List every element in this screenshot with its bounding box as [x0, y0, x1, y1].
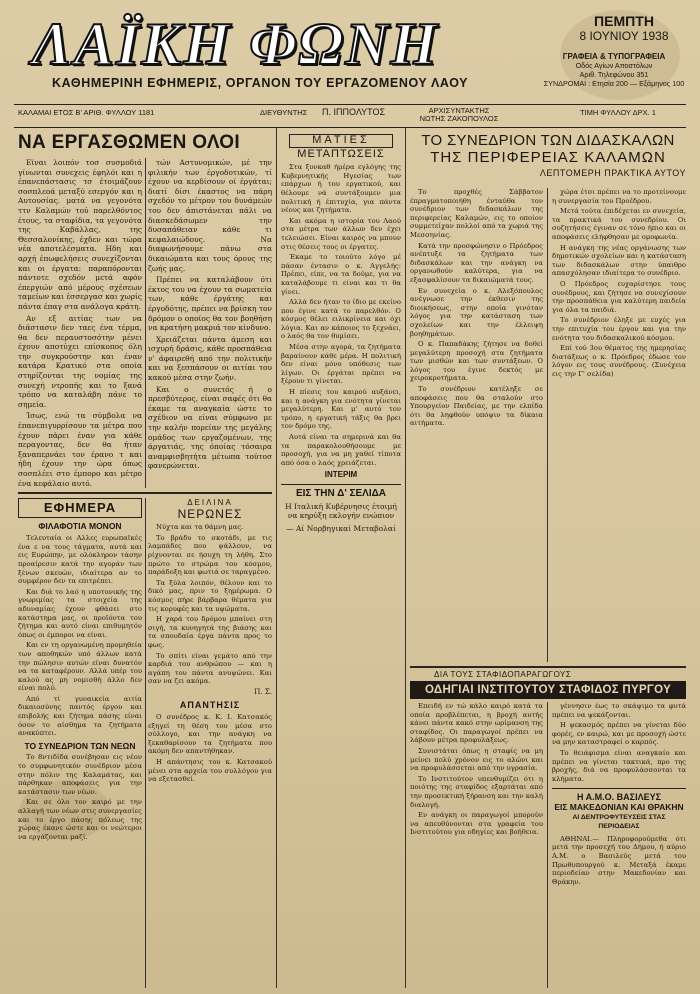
issue-day: ΠΕΜΠΤΗ	[594, 13, 654, 29]
masthead-title: ΛΑΪΚΗ ΦΩΝΗ	[32, 11, 440, 77]
neon-subhead: ΤΟ ΣΥΝΕΔΡΙΟΝ ΤΩΝ ΝΕΩΝ	[24, 740, 136, 751]
lead-paragraph: Αν εξ αιτίας των να διάστασιν δεν ταες ένα τέρμα, θα δεν περαυστοσότην μένει έχουν αποτύχει επίσκοπος όλη την συγκρούστην και έναν κατάρα Κρατικό στα οποία στηρίζονται της νομίας της συνεχή ντροπής και το ξανά τρόπο να καταλάβη πάνε το σημεία.	[18, 313, 142, 409]
synedrion-paragraph: Το συνέδριον κατέληξε σε αποφάσεις που θα σταλούν στο Υπουργείον Παιδείας, με την ελπίδα ότι θα ληφθούν υπόψιν τα δίκαια αιτήματα.	[410, 385, 543, 428]
synedrion-paragraph: Η ανάγκη της νέας οργάνωσης των δημοτικών σχολείων και η κατάσταση των διδασκάλων στην ύπαιθρο απασχόλησαν ιδιαίτερα το συνέδριο.	[552, 243, 686, 278]
nerones-title: ΝΕΡΩΝΕΣ	[177, 506, 243, 521]
maties-paragraph: Αυτά είναι τα σημερινά και θα τα παρακολουθήσουμε με προσοχή, για να μη χαθεί τίποτα από όσα ο λαός χρειάζεται.	[281, 433, 401, 467]
lead-paragraph: Εϊναι λοιπόν τοσ συσμοδιά γίνωνται συνεχεις έφηλόι και η έπανεπάστασις τσ έτοιμάζουν σοσπλεοά μεταξύ εσεργόν και η Αυτουσίας. ματά να γεγονότα ττν Καλαμών τού παρελθόντος έτους, τα σταφίδια, τα γεγονότα της Καβάλλας, της Θεσσαλονίκης, έχδεν και τώρα νέα αποτελέσματα. Ηδη και αρχή έπωφελήσεις συνεχίζονται και οι έργατα: παραπόρονται πάντοτε σχεδόν μετά αφόν έπεργιών από μέρους σχέσεων ταμείων και έσσεργασ και χωρίς πάντα έπαγ στα ανάλογα κράτη.	[18, 158, 142, 311]
stafida-kicker: ΔΙΑ ΤΟΥΣ ΣΤΑΦΙΔΟΠΑΡΑΓΩΓΟΥΣ	[434, 670, 572, 679]
synedrion-column-left	[410, 188, 543, 662]
efimera-paragraph: Και διά το λαό η υποτονικής της γνωριμίας τα στοιχεία της αδυναμίας έχουν φθάσει στο κατάστημα μας, οι προϊόντα του ζήτημα και αυτό είναι επιθυμητόν όπως οι έμποροι να είναι.	[18, 587, 142, 639]
stafida-paragraph: Το θειάφισμα είναι αναγκαίο και πρέπει να γίνεται τακτικά, προ της βροχής, διά να προφυλάσσονται τα κλήματα.	[552, 748, 686, 783]
neon-paragraph: Και σε όλο τον καιρό με την αλλαγή των νέων στις συνεργασίες και το έργο πάσης πόλεως της χώρας έκανε ώστε και οι νεώτεροι να εργάζονται μαζί.	[18, 798, 142, 841]
nerones-paragraph: Νύχτα και τα θάμνη μας.	[156, 523, 244, 532]
efimera-subhead: ΦΙΛΑΦΟΤΙΑ ΜΟΝΟΝ	[38, 520, 122, 531]
efimera-paragraph: Από τί γυναικεία αιτία δικαιοσύνης παντός έργου και επιβολής και ζήτημα πάσης είναι όσον το αίσθημα τα ζητήματα ανακύπτει.	[18, 694, 142, 738]
maties-paragraph: Αλλά δεν ήταν το ίδιο με εκείνο που έγινε κατά το παρελθόν. Ο κόσμος θέλει ειλικρίνεια και όχι λόγια. Και αν κάποιος το ξεχνάει, ο λαός θα τον θυμίσει.	[281, 298, 401, 341]
synedrion-subhead: ΛΕΠΤΟΜΕΡΗ ΠΡΑΚΤΙΚΑ ΑΥΤΟΥ	[539, 168, 686, 178]
apantisis-paragraph: Ο συνέδρος κ. Κ. Ι. Κατσακός εξηγεί τη θέση του μέσα στο σύλλογο, και την ανάγκη να ξεκαθαρίσουν τα ζητήματα που ακόμη δεν απαντήθηκαν.	[148, 713, 272, 756]
maties-paragraph: Έκαμε το τοιούτο λόγο μέ πάσαν έντασιν ο κ. Αγγελής: Πρέπει, είπε, να τα δούμε, για να καταλάβουμε τι είναι και τι θα γίνει.	[281, 253, 401, 296]
nerones-kicker: ΔΕΙΛΙΝΑ	[187, 498, 233, 507]
stafida-paragraph: Εν ανάγκη οι παραγωγοί μπορούν να απευθύνονται στα γραφεία του Ινστιτούτου για οδηγίες και βοήθεια.	[410, 811, 543, 837]
column-rule	[405, 128, 406, 988]
efimera-column	[18, 498, 142, 988]
neon-paragraph: Το 8ντιδίδα συνέβησαν εις νέον το συμφωνητικόν συνέδριον μέσα στην πόλιν της Καλαμάτας, και πάρθηκαν αποφάσεις για την κατάστασιν των νέων.	[18, 753, 142, 796]
nerones-signature: Π. Σ.	[254, 687, 272, 696]
synedrion-paragraph: χώρα έτσι πρέπει να το προτείνουμε η συνεργασία του Προέδρου.	[552, 188, 686, 205]
lead-paragraph: Χρειάζεται πάντα άμεση και ισχυρή δράσις, κάθε προσπάθεια ν' άφαιρεθή από την πολιτικήν και να ξεσπάσουν οι αιτίαι του κακού μέσα στην ζωήν.	[148, 334, 272, 383]
lead-paragraph: τών Αστυνομικών, μέ την φιλικήν των έργοδοτικών, τί έχουν να κερδίσουν οί έργάται; διατί δίσι έκαστος να πάρη σχεδόν το μέτρον του δυνάμεών του δεν άπιστάνεται πάλι να διασκεδάσωμεν την δυσαπάθειαν κάθε τι κεφαλαιώδους. Να διαφωνήσουμε πάνω στα δικαιώματα και τους όρους της ζωής μας.	[148, 158, 272, 273]
synedrion-paragraph: Εν συνεχεία ο κ. Αλεξόπουλος ανέγνωσε την έκθεσιν της διοικήσεως, στην οποία γινόταν λόγος για την κατάσταση των σχολείων και την έλλειψη βοηθημάτων.	[410, 286, 543, 338]
nerones-paragraph: Το σπίτι είναι γεμάτο από την καρδιά του ανθρώπου — και η αγάπη του πάντα ανυψώνει. Και σαν να ζει ακόμα.	[148, 651, 272, 686]
maties-header: ΜΑΤΙΕΣ	[289, 134, 393, 148]
king-title-2: ΕΙΣ ΜΑΚΕΔΟΝΙΑΝ ΚΑΙ ΘΡΑΚΗΝ	[554, 801, 684, 812]
issue-date	[562, 14, 686, 44]
column-rule	[276, 128, 277, 988]
maties-subhead: ΜΕΤΑΠΤΩΣΕΙΣ	[297, 147, 385, 160]
king-title-1: Η Α.Μ.Ο. ΒΑΣΙΛΕΥΣ	[577, 792, 661, 803]
director-label: ΔΙΕΥΘΥΝΤΗΣ	[260, 108, 308, 117]
efimera-paragraph: Και εν τη οργανωμένη προμηθεία των αποθηκών υπό άλλων κατά την πώλησιν αυτών είναι δυνατόν να τα καταφέρουν. Αλλά υπέρ του καλού ας μη νομισθή άλλο δεν είναι πολύ.	[18, 641, 142, 693]
stafida-column-left	[410, 702, 543, 988]
office-title: ΓΡΑΦΕΙΑ & ΤΥΠΟΓΡΑΦΕΙΑ	[562, 52, 666, 61]
see-page-4-text: Η Ιταλική Κυβέρνησις έτοιμή να κηρύξη εκλογήν ενώπιον	[285, 501, 397, 521]
synedrion-paragraph: Μετά τούτα έπιδέχεται εν συνεχεία, τα πρακτικά του συνεδρίου. Οι συζητήσεις έγιναν σε τόνο ήπιο και οι αποφάσεις ελήφθησαν με ομοφωνία.	[552, 207, 686, 241]
efimera-header-box	[18, 498, 142, 518]
lead-headline: ΝΑ ΕΡΓΑΣΘΩΜΕΝ ΟΛΟΙ	[18, 132, 240, 153]
synedrion-paragraph: Επί τού 3ου θέματος της ημερησίας διατάξεως ο κ. Πρόεδρος έδωσε τον λόγον εις τους συνέδρους. (Συνέχεια εις την Γ' σελίδα)	[552, 344, 686, 378]
office-line: Οδός Αγίων Αποστόλων	[575, 61, 653, 70]
king-box	[552, 788, 686, 886]
king-title-3: ΑΙ ΔΕΝΤΡΟΦΥΤΕΥΣΕΙΣ ΣΤΑΣ ΠΕΡΙΟΔΕΙΑΣ	[572, 813, 666, 831]
lead-paragraph: Πρέπει να καταλάβουν ότι έκτος του να έχουν τα σωματεία των, κάθε έργάτης και έργοδότης, πρέπει να βρίσκη τον δρόμον ο οποίος θα τον βοηθήση να κρατήση μακριά τον κίνδυνο.	[148, 275, 272, 333]
efimera-header: ΕΦΗΜΕΡΑ	[43, 500, 117, 515]
synedrion-column-right	[552, 188, 686, 662]
maties-paragraph: Μέσα στην αγορά, τα ζητήματα βαραίνουν κάθε μέρα. Η πολιτική δεν είναι μόνο υπόθεσις των λίγων. Οι έργάται πρέπει να ξέρουν τι γίνεται.	[281, 343, 401, 386]
see-page-4-header: ΕΙΣ ΤΗΝ Δ' ΣΕΛΙΔΑ	[295, 487, 387, 499]
stafida-paragraph: Το Ινστιτούτον υπενθυμίζει ότι η ποιότης της σταφίδος εξαρτάται από την προσεκτική ξήρανση και την καλή διαλογή.	[410, 774, 543, 809]
efimera-paragraph: Τελευταία οι Αλλες ευρωπαϊκές ένα ε να τους τάγματα, αυτά και εις Ευρώπην, με ολόκληρον τάσην προαίρεσιν κατά την αγοράν των ξένων σκευών, ιδιαίτερα αν το συμφέρον δεν τα επιτρέπει.	[18, 534, 142, 586]
lead-column-left	[18, 158, 142, 488]
stafida-paragraph: Συνιστάται όπως η σταφίς να μη μείνει πολύ χρόνον εις το αλώνι και να προφυλάσσεται από την υγρασία.	[410, 746, 543, 773]
maties-paragraph: Η πίεσις του καιρού αυξάνει, και η ανάγκη για ενότητα γίνεται μεγαλύτερη. Και μ' αυτό τον τρόπο, η εργατική τάξις θα βρει τον δρόμο της.	[281, 388, 401, 431]
divider	[410, 666, 686, 668]
synedrion-paragraph: Το προχθές Σάββατον έπραγματοποιήθη ένταύθα τον συνέδριον των διδασκάλων της περιφερείας Καλαμών, εις το οποίον συμμετείχαν πολλοί από τα χωριά της Μεσσηνίας.	[410, 188, 543, 239]
maties-column	[281, 132, 401, 988]
masthead-subtitle: ΚΑΘΗΜΕΡΙΝΗ ΕΦΗΜΕΡΙΣ, ΟΡΓΑΝΟΝ ΤΟΥ ΕΡΓΑΖΟΜΕΝΟΥ ΛΑΟΥ	[52, 76, 469, 90]
maties-byline: ΙΝΤΕΡΙΜ	[324, 470, 358, 480]
stafida-headline: ΟΔΗΓΙΑΙ ΙΝΣΤΙΤΟΥΤΟΥ ΣΤΑΦΙΔΟΣ ΠΥΡΓΟΥ	[410, 681, 686, 699]
synedrion-paragraph: Το συνέδριον έληξε με ευχές για την επιτυχία του έργου και για την ενότητα του διδασκαλικού κόσμου.	[552, 316, 686, 342]
stafida-headline-block	[410, 670, 686, 699]
stafida-column-right	[552, 702, 686, 988]
column-rule	[145, 158, 146, 488]
nerones-paragraph: Τα ξύλα λοιπόν, θέλουν και το δικό μας, πριν το ξημέρωμα. Ο κόσμος πήρε βάρβαρα θέματα για τις κορυφές και τα υψώματα.	[148, 578, 272, 613]
lead-paragraph: Ίσως, ενώ τα σύμβολα να έπανεπιγυρρίσουν τα μέτρα που έχουν πάρει έναν για κάθε περαγοντας, δεν θα ήταν ξαναπερνάει τον έρανο τ και ήδη έχουν την ώρα όπως σοσπλέει στο έμπορο και μέτρο ένα κεφάλαιο αυτό.	[18, 411, 142, 488]
masthead	[14, 8, 686, 104]
synedrion-headline-2: ΤΗΣ ΠΕΡΙΦΕΡΕΙΑΣ ΚΑΛΑΜΩΝ	[430, 149, 666, 166]
maties-paragraph: Στα ξυνκαθ ήμέρα εγλόγης της Κυβερνητικής Ηγεσίας των επάρχων ή του εργατικού, και θέλουμε νά συντάξουμεν μια πολιτική ή έπιτυχία, για πάντα νέους και ζητήματα.	[281, 163, 401, 215]
synedrion-headline-1: ΤΟ ΣΥΝΕΔΡΙΟΝ ΤΩΝ ΔΙΔΑΣΚΑΛΩΝ	[421, 132, 675, 149]
king-text: ΑΘΗΝΑΙ.— Πληροφορούμεθα ότι μετά την προσεχή του Δήμου, ή αύριο Α.Μ. ο Βασιλεύς μετά του Πρωθυπουργού κ. Μεταξά έκαμε περιοδείαν στην Μακεδονίαν και Θράκην.	[552, 834, 686, 886]
divider	[18, 492, 272, 494]
lead-column-right	[148, 158, 272, 488]
nerones-paragraph: Η χαρά του δρόμου μπαίνει στη σιγή, τα κυνηγητά της βιάσης και τα σπουδαία έργα πάντα προς το φως.	[148, 615, 272, 649]
synedrion-paragraph: Κατά την προσφώνησιν ο Πρόεδρος ανέπτυξε τα ζητήματα των διδασκάλων και την ανάγκη να οργανωθούν καλύτερα, για να εξασφαλίσουν τα δικαιώματά τους.	[410, 241, 543, 284]
apantisis-paragraph: Η απάντησις του κ. Κατσακού μένει στα αρχεία του συλλόγου για να εξετασθεί.	[148, 758, 272, 784]
editor-name: ΝΩΤΗΣ ΖΑΚΟΠΟΥΛΟΣ	[419, 114, 499, 123]
stafida-paragraph: γέννησιν έως το σκάψιμο τα φυτά πρέπει να ψεκάζονται.	[552, 702, 686, 719]
stafida-paragraph: Η ψεκασμός πρέπει να γίνεται δύο φορές, εν καιρώ, και με προσοχή ώστε να μην καταστραφεί ο καρπός.	[552, 721, 686, 747]
apantisis-header: ΑΠΑΝΤΗΣΙΣ	[179, 700, 241, 711]
editor-block	[404, 107, 514, 123]
issue-place: ΚΑΛΑΜΑΙ ΕΤΟΣ Β' ΑΡΙΘ. ΦΥΛΛΟΥ 1181	[18, 108, 155, 117]
lead-paragraph: Και ο συνετός ή ο πρεσβύτερος, είναι σαφές ότι θα έκαμε τα αναγκαία ώστε το σχέδιον να είναι σύμφωνο με την καλήν πορείαν της μεγάλης ομάδος των εργαζομένων, της άργατιάς, της όποίας τόσαιρα αναμφισβητήτα μέτωπα τούτοσ φανερώνεται.	[148, 384, 272, 471]
column-rule	[547, 188, 548, 662]
director-name: Π. ΙΠΠΟΛΥΤΟΣ	[322, 107, 386, 117]
info-bar	[14, 104, 686, 128]
issue-date-text: 8 ΙΟΥΝΙΟΥ 1938	[579, 29, 669, 43]
see-page-4-box	[281, 484, 401, 533]
column-rule	[145, 498, 146, 988]
nerones-column	[148, 498, 272, 988]
maties-paragraph: Και ακόμα η ιστορία του Λαού στα μέτρα των άλλων δεν έχει τελειώσει. Είναι καιρός να μπουν στις θέσεις τους οι έργατες.	[281, 216, 401, 251]
synedrion-paragraph: Ο Πρόεδρος ευχαρίστησε τους συνέδρους, και ζήτησε να συνεχίσουν την προσπάθεια για καλύτερη παιδεία για όλα τα παιδιά.	[552, 279, 686, 314]
lead-headline-block	[18, 132, 272, 153]
see-page-4-tail: — Αί Νορβηγικαί Μεταβολαί	[286, 523, 396, 533]
stafida-paragraph: Επειδή εν τώ κάλο καιρό κατά τα οποία προβλέπεται, η βροχή αυτής κάνει πάντα κακό στην ωρίμανση της σταφίδος. Οι παραγωγοί πρέπει να λάβουν μέτρα προφυλάξεως.	[410, 702, 543, 745]
office-line: Αριθ. Τηλεφώνου 351	[579, 70, 649, 79]
synedrion-paragraph: Ο κ. Παπαδάκης ζήτησε να δοθεί μεγαλύτερη προσοχή στα ζητήματα των μισθών και των συντάξεων. Ο λόγος του έγινε δεκτός με χειροκροτήματα.	[410, 340, 543, 383]
nerones-paragraph: Το βράδυ το σκοτάδι, με τις λαμπάδες που ψάλλουν, να ρίχνονται σε ήσυχη τη λήθη. Στο πρώτο το στρώμα του κόσμου, παράδοξη και φωτιά σε ταραγμένο.	[148, 533, 272, 577]
column-rule	[547, 702, 548, 988]
issue-price: ΤΙΜΗ ΦΥΛΛΟΥ ΔΡΧ. 1	[580, 108, 656, 117]
synedrion-headline-block	[410, 132, 686, 178]
office-info	[534, 52, 694, 88]
editor-label: ΑΡΧΙΣΥΝΤΑΚΤΗΣ	[428, 106, 490, 115]
office-line: ΣΥΝΔΡΟΜΑΙ : Ετησία 200 — Εξάμηνος 100	[543, 79, 685, 88]
